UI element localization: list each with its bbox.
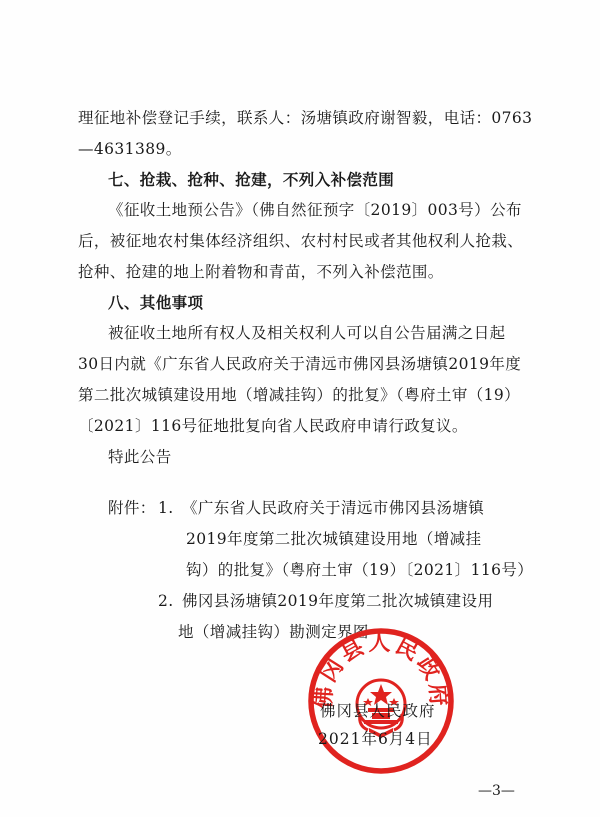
attachment-2-number: 2. [158, 592, 174, 610]
seal-text: 佛冈县人民政府 [311, 631, 451, 710]
attachment-1-line: 《广东省人民政府关于清远市佛冈县汤塘镇 [182, 499, 485, 517]
paragraph-line: 抢种、抢建的地上附着物和青苗，不列入补偿范围。 [78, 263, 444, 281]
paragraph-line: 第二批次城镇建设用地（增减挂钩）的批复》（粤府土审（19） [78, 386, 521, 404]
section-heading-7: 七、抢栽、抢种、抢建，不列入补偿范围 [108, 171, 395, 189]
issue-date: 2021年6月4日 [318, 730, 433, 748]
paragraph-line: 被征收土地所有权人及相关权利人可以自公告届满之日起 [108, 324, 506, 342]
paragraph-line: 后，被征地农村集体经济组织、农村村民或者其他权利人抢栽、 [78, 232, 524, 250]
paragraph-line: 理征地补偿登记手续，联系人：汤塘镇政府谢智毅，电话：0763 [78, 109, 533, 127]
attachment-2-line: 佛冈县汤塘镇2019年度第二批次城镇建设用 [182, 592, 494, 610]
paragraph-line: 30日内就《广东省人民政府关于清远市佛冈县汤塘镇2019年度 [78, 355, 522, 373]
issuer-name: 佛冈县人民政府 [320, 702, 436, 720]
page-number: —3— [478, 783, 515, 799]
closing-text: 特此公告 [108, 448, 172, 466]
paragraph-line: 〔2021〕116号征地批复向省人民政府申请行政复议。 [78, 417, 468, 435]
attachments-label: 附件： [108, 499, 156, 517]
attachment-1-number: 1. [158, 499, 174, 517]
section-heading-8: 八、其他事项 [108, 294, 204, 312]
paragraph-line: 《征收土地预公告》（佛自然征预字〔2019〕003号）公布 [108, 201, 522, 219]
attachment-1-line: 钩）的批复》（粤府土审（19）〔2021〕116号） [186, 561, 534, 579]
attachment-1-line: 2019年度第二批次城镇建设用地（增减挂 [186, 530, 482, 548]
attachment-2-line: 地（增减挂钩）勘测定界图 [178, 623, 369, 641]
paragraph-line: —4631389。 [78, 140, 182, 158]
